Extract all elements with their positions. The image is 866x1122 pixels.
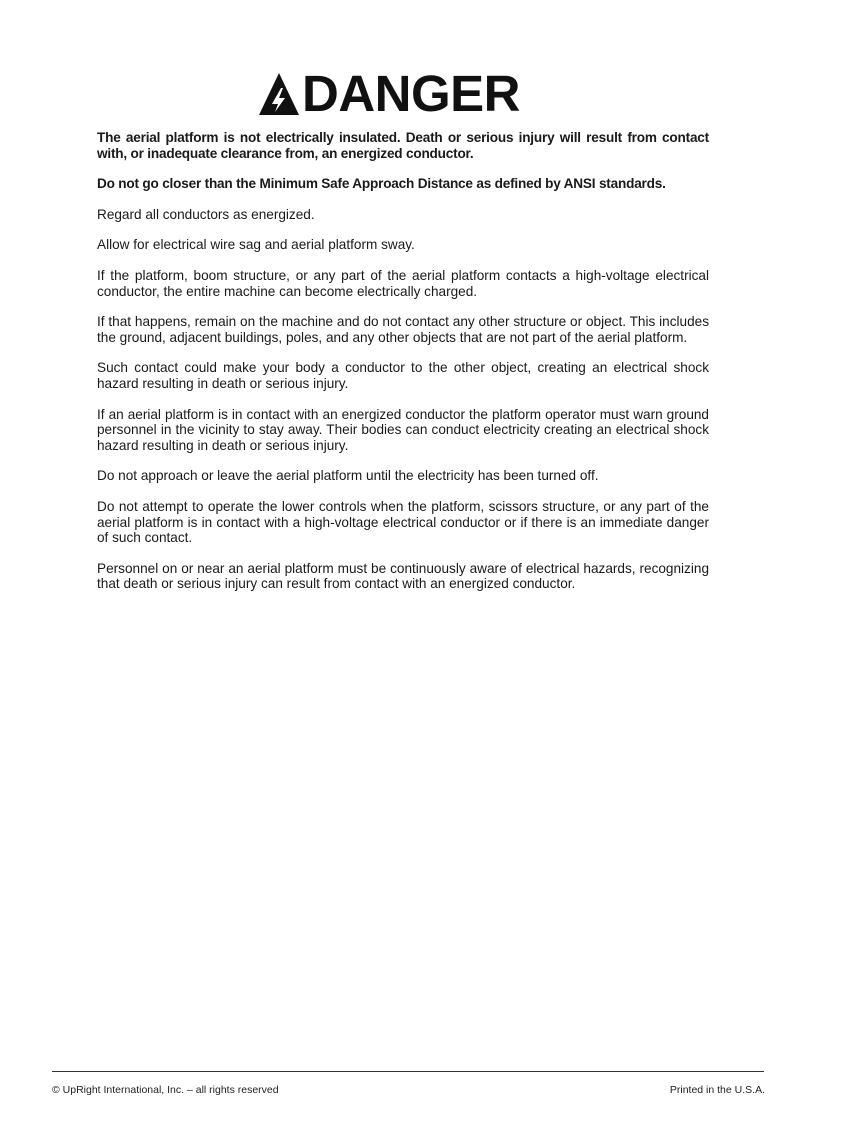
paragraph-1: The aerial platform is not electrically insulated. Death or serious injury will result from contact with, or inadequate clearance from, an energized conductor. <box>97 130 709 161</box>
danger-header-inner <box>258 65 521 122</box>
danger-title: DANGER <box>302 65 521 122</box>
paragraph-8: If an aerial platform is in contact with an energized conductor the platform operator must warn ground personnel in the vicinity to stay away. Their bodies can conduct electricity creating an electrical shock hazard resulting in death or serious injury. <box>97 406 709 453</box>
paragraph-6: If that happens, remain on the machine and do not contact any other structure or object. This includes the ground, adjacent buildings, poles, and any other objects that are not part of the aerial platform. <box>97 314 709 345</box>
paragraph-11: Personnel on or near an aerial platform must be continuously aware of electrical hazards, recognizing that death or serious injury can result from contact with an energized conductor. <box>97 560 709 592</box>
paragraph-2: Do not go closer than the Minimum Safe Approach Distance as defined by ANSI standards. <box>97 176 666 192</box>
electrical-hazard-triangle-icon <box>258 72 300 116</box>
paragraph-7: Such contact could make your body a conductor to the other object, creating an electrical shock hazard resulting in death or serious injury. <box>97 360 709 391</box>
paragraph-4: Allow for electrical wire sag and aerial platform sway. <box>97 237 415 253</box>
footer-copyright: © UpRight International, Inc. – all rights reserved <box>52 1084 279 1096</box>
footer-divider <box>52 1071 764 1072</box>
paragraph-5: If the platform, boom structure, or any part of the aerial platform contacts a high-voltage electrical conductor, the entire machine can become electrically charged. <box>97 267 709 299</box>
paragraph-10: Do not attempt to operate the lower controls when the platform, scissors structure, or any part of the aerial platform is in contact with a high-voltage electrical conductor or if there is an immediate danger of such contact. <box>97 498 709 546</box>
warning-body <box>97 130 709 607</box>
paragraph-9: Do not approach or leave the aerial platform until the electricity has been turned off. <box>97 468 599 484</box>
paragraph-3: Regard all conductors as energized. <box>97 206 315 222</box>
danger-header <box>0 65 866 122</box>
footer-printed: Printed in the U.S.A. <box>669 1084 765 1096</box>
